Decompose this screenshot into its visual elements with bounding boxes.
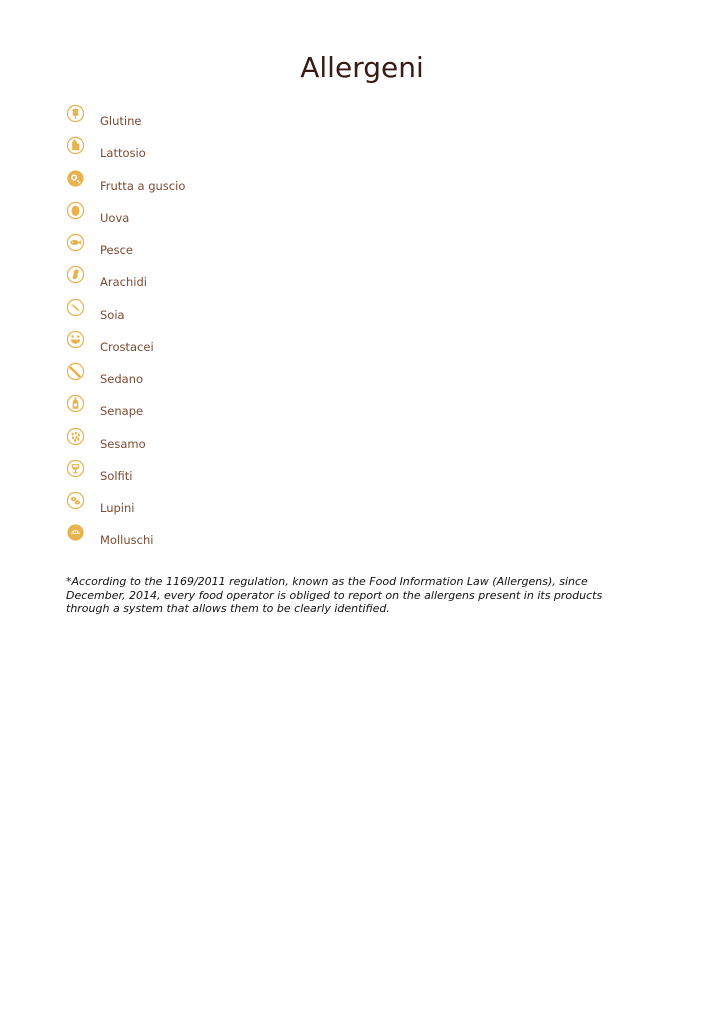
allergen-label: Uova [100,210,130,225]
milk-icon [66,136,85,155]
nut-icon [66,169,85,188]
mollusc-icon [66,523,85,542]
page-title: Allergeni [300,51,424,84]
egg-icon [66,201,85,220]
allergen-label: Lattosio [100,146,146,161]
allergen-label: Molluschi [100,533,154,548]
allergen-label: Crostacei [100,339,154,354]
soy-icon [66,298,85,317]
allergen-label: Arachidi [100,275,147,290]
allergen-label: Lupini [100,501,135,515]
legal-footnote: *According to the 1169/2011 regulation, known as the Food Information Law (Allergens), since December, 2014, every food operator is obliged to report on the allergens present in its products through a system that allows them to be clearly identified. [66,575,603,615]
mustard-icon [66,394,85,413]
sulphite-icon [66,459,85,478]
allergen-label: Pesce [100,243,133,257]
crustacean-icon [66,330,85,349]
allergen-label: Solfiti [100,468,133,483]
allergen-label: Glutine [100,114,142,128]
lupin-icon [66,491,85,510]
fish-icon [66,233,85,252]
allergen-label: Senape [100,404,144,419]
allergen-label: Soia [100,307,125,322]
sesame-icon [66,427,85,446]
allergen-label: Sedano [100,372,144,386]
allergen-label: Frutta a guscio [100,178,186,193]
allergen-label: Sesamo [100,436,146,451]
celery-icon [66,362,85,381]
peanut-icon [66,265,85,284]
wheat-icon [66,104,85,123]
